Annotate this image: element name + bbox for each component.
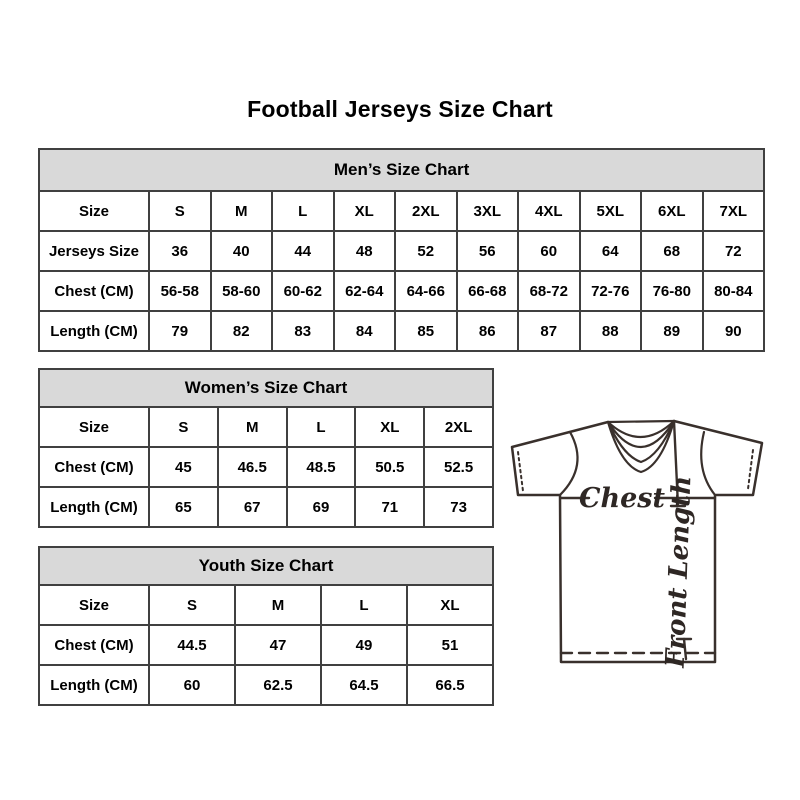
row-label: Length (CM) (39, 665, 149, 705)
table-row (39, 271, 764, 311)
value-cell: 60-62 (272, 271, 334, 311)
youth-table-title: Youth Size Chart (39, 547, 493, 585)
row-label: Jerseys Size (39, 231, 149, 271)
value-cell: 67 (218, 487, 287, 527)
size-cell: 5XL (580, 191, 642, 231)
value-cell: 76-80 (641, 271, 703, 311)
value-cell: 60 (149, 665, 235, 705)
size-cell: 4XL (518, 191, 580, 231)
row-label: Size (39, 407, 149, 447)
value-cell: 89 (641, 311, 703, 351)
table-row (39, 407, 493, 447)
size-cell: 7XL (703, 191, 765, 231)
youth-size-chart (38, 546, 494, 706)
value-cell: 44.5 (149, 625, 235, 665)
jersey-diagram (505, 408, 785, 693)
value-cell: 60 (518, 231, 580, 271)
size-cell: 3XL (457, 191, 519, 231)
value-cell: 71 (355, 487, 424, 527)
row-label: Chest (CM) (39, 625, 149, 665)
row-label: Chest (CM) (39, 271, 149, 311)
value-cell: 68-72 (518, 271, 580, 311)
row-label: Size (39, 585, 149, 625)
value-cell: 73 (424, 487, 493, 527)
table-row (39, 311, 764, 351)
size-cell: XL (334, 191, 396, 231)
value-cell: 49 (321, 625, 407, 665)
right-sleeve-stitch (748, 450, 753, 489)
size-cell: L (321, 585, 407, 625)
value-cell: 65 (149, 487, 218, 527)
value-cell: 52 (395, 231, 457, 271)
value-cell: 69 (287, 487, 356, 527)
table-row (39, 487, 493, 527)
value-cell: 64 (580, 231, 642, 271)
value-cell: 50.5 (355, 447, 424, 487)
value-cell: 66.5 (407, 665, 493, 705)
size-cell: S (149, 407, 218, 447)
table-row (39, 191, 764, 231)
value-cell: 64.5 (321, 665, 407, 705)
left-sleeve-stitch (518, 452, 523, 491)
value-cell: 83 (272, 311, 334, 351)
value-cell: 64-66 (395, 271, 457, 311)
value-cell: 85 (395, 311, 457, 351)
size-cell: 6XL (641, 191, 703, 231)
value-cell: 80-84 (703, 271, 765, 311)
value-cell: 68 (641, 231, 703, 271)
value-cell: 79 (149, 311, 211, 351)
jersey-collar-icon (608, 421, 674, 472)
jersey-outline (512, 421, 762, 662)
value-cell: 82 (211, 311, 273, 351)
womens-size-chart (38, 368, 494, 528)
table-row (39, 231, 764, 271)
value-cell: 62.5 (235, 665, 321, 705)
chest-label: Chest (579, 483, 665, 514)
size-cell: XL (355, 407, 424, 447)
table-row (39, 585, 493, 625)
size-cell: M (211, 191, 273, 231)
value-cell: 46.5 (218, 447, 287, 487)
value-cell: 48.5 (287, 447, 356, 487)
value-cell: 88 (580, 311, 642, 351)
value-cell: 58-60 (211, 271, 273, 311)
value-cell: 48 (334, 231, 396, 271)
size-cell: XL (407, 585, 493, 625)
value-cell: 56-58 (149, 271, 211, 311)
row-label: Length (CM) (39, 487, 149, 527)
front-length-label: Front Length (660, 475, 698, 669)
value-cell: 72-76 (580, 271, 642, 311)
table-row (39, 665, 493, 705)
row-label: Size (39, 191, 149, 231)
size-cell: M (218, 407, 287, 447)
row-label: Chest (CM) (39, 447, 149, 487)
value-cell: 51 (407, 625, 493, 665)
womens-table-title: Women’s Size Chart (39, 369, 493, 407)
value-cell: 62-64 (334, 271, 396, 311)
value-cell: 45 (149, 447, 218, 487)
left-armhole-seam (560, 432, 578, 495)
size-cell: L (272, 191, 334, 231)
table-row (39, 447, 493, 487)
size-cell: M (235, 585, 321, 625)
page-title: Football Jerseys Size Chart (247, 96, 553, 122)
value-cell: 72 (703, 231, 765, 271)
mens-table-title: Men’s Size Chart (39, 149, 764, 191)
size-cell: S (149, 585, 235, 625)
value-cell: 47 (235, 625, 321, 665)
value-cell: 66-68 (457, 271, 519, 311)
value-cell: 36 (149, 231, 211, 271)
size-cell: 2XL (424, 407, 493, 447)
size-cell: L (287, 407, 356, 447)
row-label: Length (CM) (39, 311, 149, 351)
value-cell: 40 (211, 231, 273, 271)
value-cell: 52.5 (424, 447, 493, 487)
value-cell: 56 (457, 231, 519, 271)
value-cell: 44 (272, 231, 334, 271)
table-row (39, 625, 493, 665)
value-cell: 86 (457, 311, 519, 351)
right-armhole-seam (701, 432, 715, 495)
mens-size-chart (38, 148, 765, 352)
value-cell: 84 (334, 311, 396, 351)
value-cell: 87 (518, 311, 580, 351)
value-cell: 90 (703, 311, 765, 351)
size-cell: 2XL (395, 191, 457, 231)
size-cell: S (149, 191, 211, 231)
